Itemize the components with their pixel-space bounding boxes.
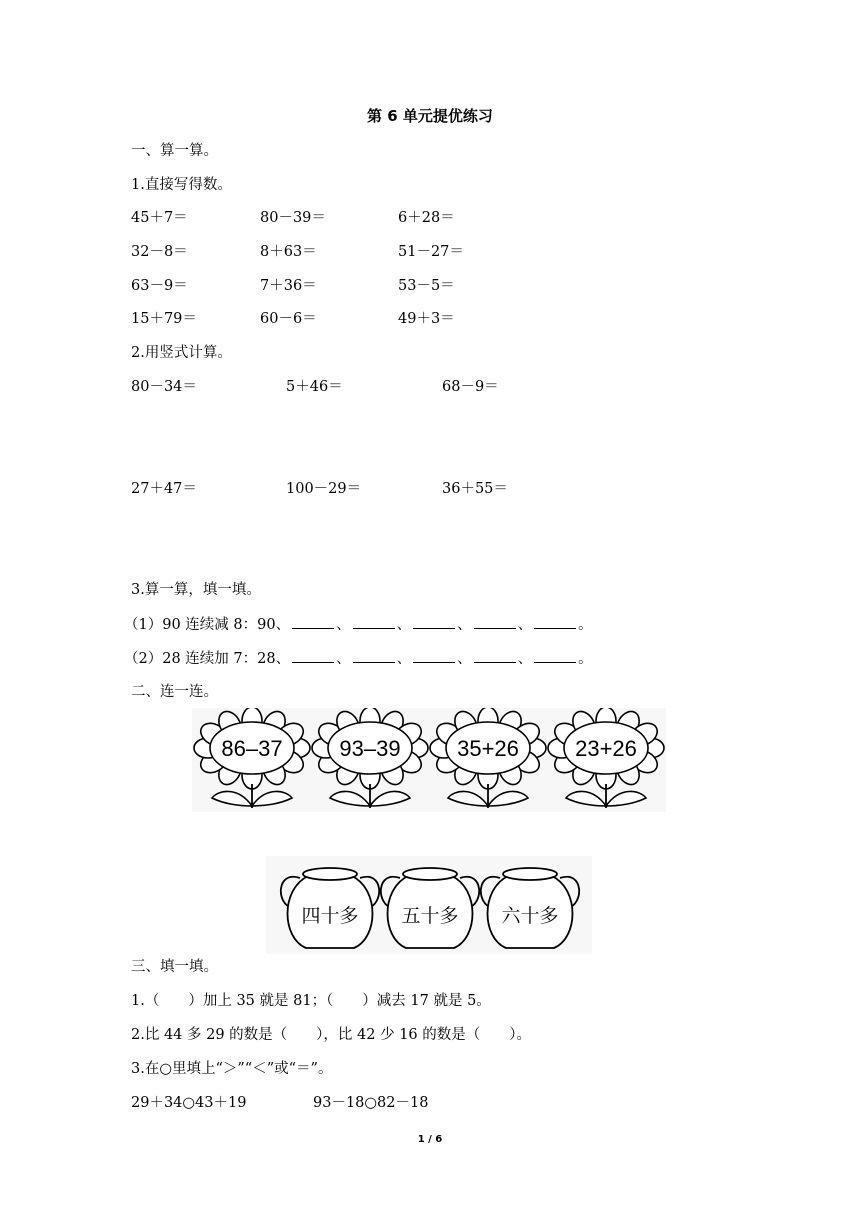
answer-blank[interactable] [534, 614, 576, 629]
q1-item: 80－39＝ [260, 210, 326, 226]
flower-label: 86–37 [221, 736, 283, 761]
q3-line-1 [124, 614, 593, 635]
fill-question-2: 2.比 44 多 29 的数是（ ），比 42 少 16 的数是（ ）。 [131, 1027, 532, 1043]
q1-item: 8＋63＝ [260, 244, 317, 260]
answer-blank[interactable] [353, 648, 395, 663]
q2-item: 36＋55＝ [442, 481, 508, 497]
answer-blank[interactable] [474, 648, 516, 663]
compare-item: 29＋34○43＋19 [131, 1095, 247, 1111]
answer-blank[interactable] [292, 648, 334, 663]
separator: 、 [336, 617, 351, 633]
q3-label: 3.算一算，填一填。 [131, 582, 261, 598]
period: 。 [578, 651, 593, 667]
answer-blank[interactable] [413, 614, 455, 629]
separator: 、 [336, 651, 351, 667]
q1-item: 6＋28＝ [398, 210, 455, 226]
jars-figure [266, 856, 592, 954]
separator: 、 [396, 617, 412, 633]
q2-item: 27＋47＝ [131, 481, 197, 497]
q2-item: 80－34＝ [131, 379, 197, 395]
separator: 、 [457, 651, 472, 667]
separator: 、 [457, 617, 472, 633]
jar-label: 四十多 [301, 905, 359, 927]
flower-label: 23+26 [575, 736, 637, 761]
period: 。 [578, 617, 593, 633]
answer-blank[interactable] [534, 648, 576, 663]
separator: 、 [517, 651, 533, 667]
answer-blank[interactable] [474, 614, 516, 629]
q1-item: 45＋7＝ [131, 210, 188, 226]
q1-item: 32－8＝ [131, 244, 188, 260]
q1-item: 53－5＝ [398, 278, 455, 294]
separator: 、 [517, 617, 533, 633]
answer-blank[interactable] [353, 614, 395, 629]
jar-label: 六十多 [501, 905, 559, 927]
flower-label: 93–39 [339, 736, 401, 761]
separator: 、 [396, 651, 412, 667]
q1-label: 1.直接写得数。 [131, 177, 232, 193]
fill-question-1: 1.（ ）加上 35 就是 81；（ ）减去 17 就是 5。 [131, 993, 491, 1009]
fill-question-3: 3.在○里填上“＞”“＜”或“＝”。 [131, 1061, 333, 1077]
section-2-heading: 二、连一连。 [131, 684, 218, 700]
q2-label: 2.用竖式计算。 [131, 345, 232, 361]
q1-item: 51－27＝ [398, 244, 464, 260]
q1-item: 49＋3＝ [398, 311, 455, 327]
q2-item: 68－9＝ [442, 379, 499, 395]
jar-label: 五十多 [401, 905, 459, 927]
q1-item: 60－6＝ [260, 311, 317, 327]
section-1-heading: 一、算一算。 [131, 143, 218, 159]
q1-item: 15＋79＝ [131, 311, 197, 327]
q3-line-1-prefix: （1）90 连续减 8：90、 [124, 617, 291, 633]
answer-blank[interactable] [292, 614, 334, 629]
q1-item: 7＋36＝ [260, 278, 317, 294]
q3-line-2 [124, 648, 593, 669]
page-number: 1 / 6 [417, 1134, 443, 1145]
flower-label: 35+26 [457, 736, 519, 761]
q2-item: 5＋46＝ [286, 379, 343, 395]
flowers-figure [192, 708, 666, 812]
q2-item: 100－29＝ [286, 481, 362, 497]
compare-item: 93－18○82－18 [313, 1095, 429, 1111]
section-3-heading: 三、填一填。 [131, 959, 218, 975]
q3-line-2-prefix: （2）28 连续加 7：28、 [124, 651, 291, 667]
page-title: 第 6 单元提优练习 [367, 107, 493, 125]
answer-blank[interactable] [413, 648, 455, 663]
q1-item: 63－9＝ [131, 278, 188, 294]
